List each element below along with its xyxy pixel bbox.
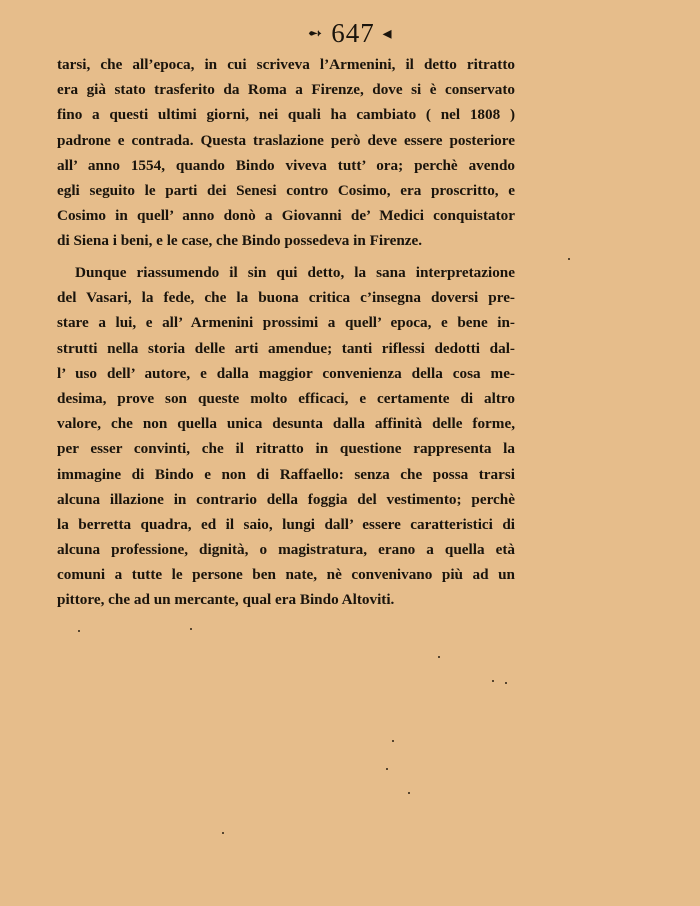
text-line: pittore, che ad un mercante, qual era Bindo Altoviti.	[57, 591, 395, 609]
left-ornament-icon: ➻	[307, 23, 324, 43]
text-line: padrone e contrada. Questa traslazione però deve essere posteriore	[57, 131, 515, 149]
text-line: all’ anno 1554, quando Bindo viveva tutt’ ora; perchè avendo	[57, 156, 515, 174]
text-line: tarsi, che all’epoca, in cui scriveva l’Armenini, il detto ritratto	[57, 56, 515, 73]
text-line: l’ uso dell’ autore, e dalla maggior convenienza della cosa me-	[57, 364, 515, 382]
text-line: per esser convinti, che il ritratto in questione rappresenta la	[57, 440, 515, 458]
text-line: era già stato trasferito da Roma a Firenze, dove si è conservato	[57, 81, 515, 99]
scan-speck	[392, 740, 394, 742]
text-line: desima, prove son queste molto efficaci, e certamente di altro	[57, 389, 515, 407]
scan-speck	[386, 768, 388, 770]
text-line: Dunque riassumendo il sin qui detto, la sana interpretazione	[75, 264, 515, 281]
text-line: fino a questi ultimi giorni, nei quali ha cambiato ( nel 1808 )	[57, 106, 515, 124]
text-line: del Vasari, la fede, che la buona critica c’insegna doversi pre-	[57, 289, 515, 307]
text-line: Cosimo in quell’ anno donò a Giovanni de’ Medici conquistator	[57, 207, 515, 225]
page-header	[0, 18, 700, 49]
text-line: strutti nella storia delle arti amendue; tanti riflessi dedotti dal-	[57, 339, 515, 357]
scan-speck	[568, 258, 570, 260]
text-line: di Siena i beni, e le case, che Bindo possedeva in Firenze.	[57, 232, 423, 250]
scan-speck	[222, 832, 224, 834]
page-number: 647	[331, 18, 375, 48]
paragraph-1	[57, 52, 515, 254]
scan-speck	[408, 792, 410, 794]
paragraph-2	[57, 260, 515, 613]
text-line: stare a lui, e all’ Armenini prossimi a quell’ epoca, e bene in-	[57, 314, 515, 332]
scan-speck	[190, 628, 192, 630]
scan-speck	[505, 682, 507, 684]
text-line: la berretta quadra, ed il saio, lungi dall’ essere caratteristici di	[57, 515, 515, 533]
text-line: alcuna illazione in contrario della foggia del vestimento; perchè	[57, 490, 515, 508]
text-line: valore, che non quella unica desunta dalla affinità delle forme,	[57, 415, 515, 433]
right-ornament-icon: ◂	[382, 23, 393, 43]
text-line: alcuna professione, dignità, o magistratura, erano a quella età	[57, 541, 515, 559]
text-line: immagine di Bindo e non di Raffaello: senza che possa trarsi	[57, 465, 515, 483]
scan-speck	[78, 630, 80, 632]
scan-speck	[438, 656, 440, 658]
text-line: comuni a tutte le persone ben nate, nè convenivano più ad un	[57, 566, 515, 584]
text-line: egli seguito le parti dei Senesi contro Cosimo, era proscritto, e	[57, 181, 515, 199]
scan-speck	[492, 680, 494, 682]
